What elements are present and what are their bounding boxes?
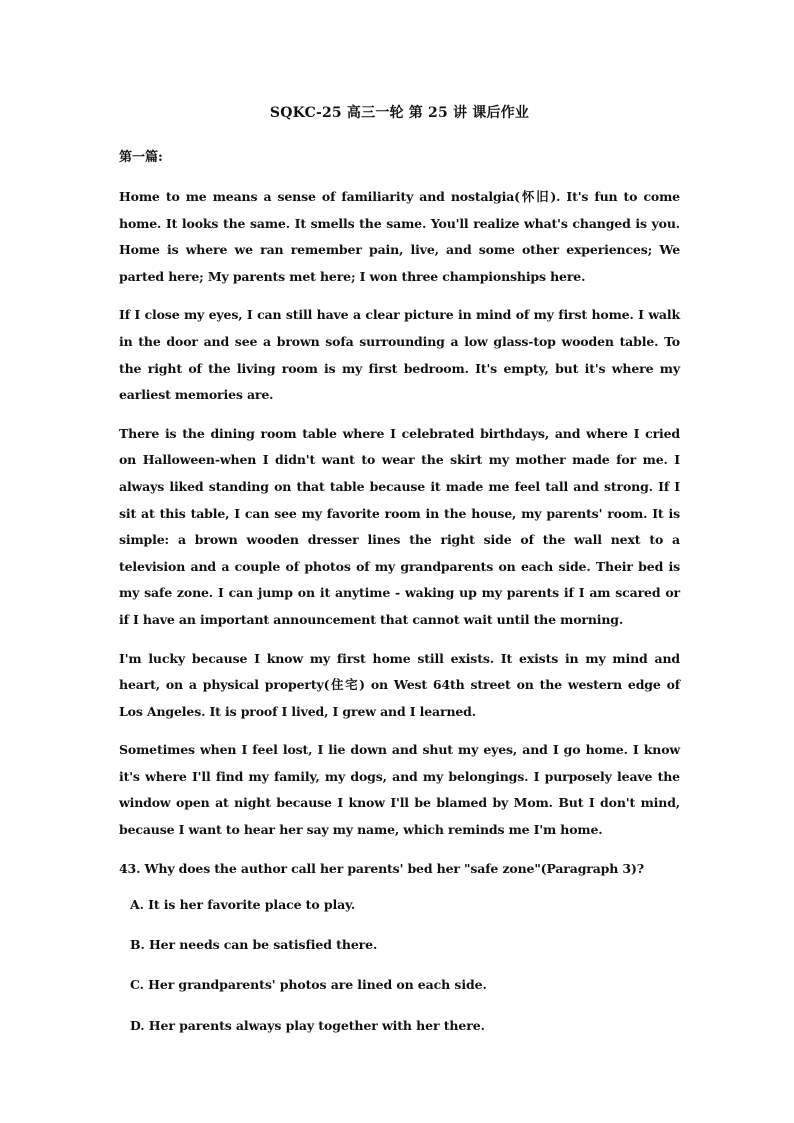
document-title: SQKC-25 高三一轮 第 25 讲 课后作业 [269,105,530,121]
section-label: 第一篇: [119,150,163,165]
passage-paragraph-4: I'm lucky because I know my first home still exists. It exists in my mind and heart, on a physical property(住宅) on West 64th street on the western edge of Los Angeles. It is proof I lived, I grew and I learned. [119,650,680,719]
passage-paragraph-1: Home to me means a sense of familiarity and nostalgia(怀旧). It's fun to come home. It looks the same. It smells the same. You'll realize what's changed is you. Home is where we ran remember pain, live, and some other experiences; We parted here; My parents met here; I won three championships here. [119,189,680,284]
passage-paragraph-5: Sometimes when I feel lost, I lie down and shut my eyes, and I go home. I know it's where I'll find my family, my dogs, and my belongings. I purposely leave the window open at night because I know I'll be blamed by Mom. But I don't mind, because I want to hear her say my name, which reminds me I'm home. [119,742,680,838]
option-d: D. Her parents always play together with her there. [130,1017,485,1033]
option-c: C. Her grandparents' photos are lined on each side. [130,977,487,993]
passage-paragraph-3: There is the dining room table where I celebrated birthdays, and where I cried on Halloween-when I didn't want to wear the skirt my mother made for me. I always liked standing on that table because it made me feel tall and strong. If I sit at this table, I can see my favorite room in the house, my parents' room. It is simple: a brown wooden dresser lines the right side of the wall next to a television and a couple of photos of my grandparents on each side. Their bed is my safe zone. I can jump on it anytime - waking up my parents if I am scared or if I have an important announcement that cannot wait until the morning. [119,425,680,627]
answer-options [119,892,680,1039]
option-a: A. It is her favorite place to play. [130,897,356,913]
option-b: B. Her needs can be satisfied there. [130,937,378,953]
reading-passage [119,184,680,844]
question-block [119,856,680,1039]
question-stem: 43. Why does the author call her parents' bed her "safe zone"(Paragraph 3)? [119,860,644,876]
passage-paragraph-2: If I close my eyes, I can still have a clear picture in mind of my first home. I walk in the door and see a brown sofa surrounding a low glass-top wooden table. To the right of the living room is my first bedroom. It's empty, but it's where my earliest memories are. [119,307,680,403]
